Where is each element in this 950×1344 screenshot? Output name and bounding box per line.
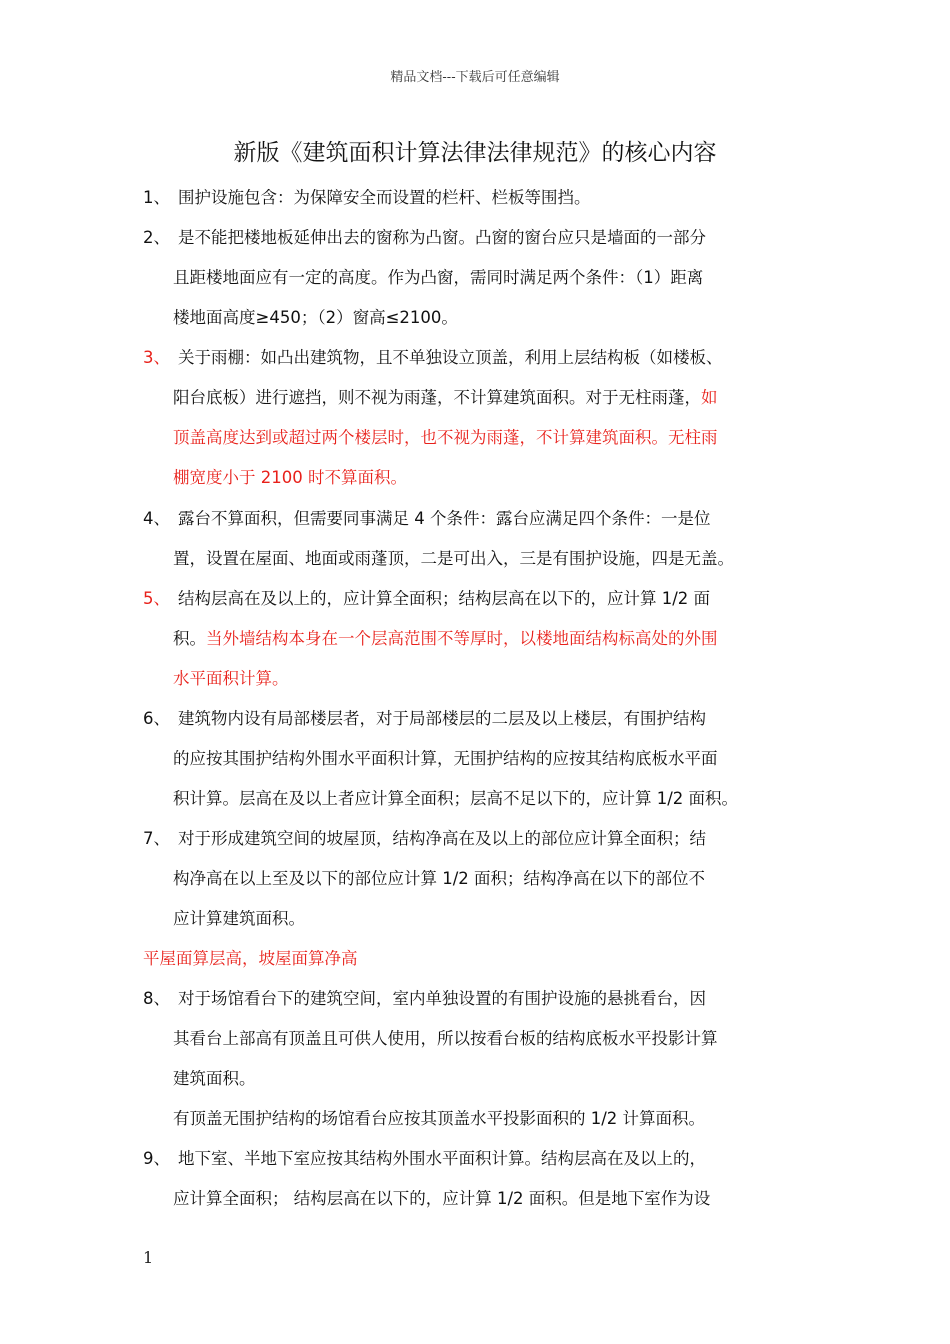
item-5-line-2-highlight: 当外墙结构本身在一个层高范围不等厚时，以楼地面结构标高处的外围 [206, 629, 718, 648]
item-4-line-2: 置，设置在屋面、地面或雨蓬顶，二是可出入，三是有围护设施，四是无盖。 [173, 549, 734, 568]
item-8-line-2: 其看台上部高有顶盖且可供人使用，所以按看台板的结构底板水平投影计算 [173, 1029, 718, 1048]
item-3-line-2-text: 阳台底板）进行遮挡，则不视为雨蓬，不计算建筑面积。对于无柱雨蓬， [173, 388, 701, 407]
page-header: 精品文档---下载后可任意编辑 [390, 70, 560, 85]
item-9-line-2: 应计算全面积； 结构层高在以下的，应计算 1/2 面积。但是地下室作为设 [173, 1189, 711, 1208]
item-6-line-1: 建筑物内设有局部楼层者，对于局部楼层的二层及以上楼层，有围护结构 [178, 709, 706, 728]
item-1-line-1: 围护设施包含：为保障安全而设置的栏杆、栏板等围挡。 [178, 188, 591, 207]
item-5-number: 5、 [143, 589, 170, 608]
item-5-line-3: 水平面积计算。 [173, 669, 289, 688]
item-2-line-2: 且距楼地面应有一定的高度。作为凸窗，需同时满足两个条件：（1）距离 [173, 268, 704, 287]
item-5-line-2-text: 积。 [173, 629, 206, 648]
item-3-line-2 [173, 386, 718, 410]
item-3-number: 3、 [143, 348, 170, 367]
item-8-line-4: 有顶盖无围护结构的场馆看台应按其顶盖水平投影面积的 1/2 计算面积。 [173, 1109, 706, 1128]
item-3-line-1: 关于雨棚：如凸出建筑物，且不单独设立顶盖，利用上层结构板（如楼板、 [178, 348, 723, 367]
item-5-line-2 [173, 627, 718, 651]
item-3-line-2-highlight: 如 [701, 388, 718, 407]
page-number: 1 [143, 1248, 154, 1267]
item-4-number: 4、 [143, 509, 170, 528]
item-7-line-3: 应计算建筑面积。 [173, 909, 305, 928]
item-8-line-3: 建筑面积。 [173, 1069, 256, 1088]
item-6-line-2: 的应按其围护结构外围水平面积计算，无围护结构的应按其结构底板水平面 [173, 749, 718, 768]
item-6-line-3: 积计算。层高在及以上者应计算全面积；层高不足以下的，应计算 1/2 面积。 [173, 789, 739, 808]
item-2-line-1: 是不能把楼地板延伸出去的窗称为凸窗。凸窗的窗台应只是墙面的一部分 [178, 228, 706, 247]
item-8-number: 8、 [143, 989, 170, 1008]
item-9-line-1: 地下室、半地下室应按其结构外围水平面积计算。结构层高在及以上的， [178, 1149, 706, 1168]
item-3-line-3: 顶盖高度达到或超过两个楼层时，也不视为雨蓬，不计算建筑面积。无柱雨 [173, 428, 718, 447]
item-7-number: 7、 [143, 829, 170, 848]
item-2-number: 2、 [143, 228, 170, 247]
item-3-line-4: 棚宽度小于 2100 时不算面积。 [173, 468, 407, 487]
item-7-line-2: 构净高在以上至及以下的部位应计算 1/2 面积；结构净高在以下的部位不 [173, 869, 706, 888]
item-9-number: 9、 [143, 1149, 170, 1168]
item-8-line-1: 对于场馆看台下的建筑空间，室内单独设置的有围护设施的悬挑看台，因 [178, 989, 706, 1008]
document-title: 新版《建筑面积计算法律法律规范》的核心内容 [233, 140, 717, 166]
item-6-number: 6、 [143, 709, 170, 728]
item-4-line-1: 露台不算面积，但需要同事满足 4 个条件：露台应满足四个条件：一是位 [178, 509, 711, 528]
item-7-line-1: 对于形成建筑空间的坡屋顶，结构净高在及以上的部位应计算全面积；结 [178, 829, 706, 848]
item-2-line-3: 楼地面高度≥450；（2）窗高≤2100。 [173, 308, 458, 327]
item-1-number: 1、 [143, 188, 170, 207]
item-5-line-1: 结构层高在及以上的，应计算全面积；结构层高在以下的，应计算 1/2 面 [178, 589, 711, 608]
note-line: 平屋面算层高，坡屋面算净高 [143, 949, 358, 968]
